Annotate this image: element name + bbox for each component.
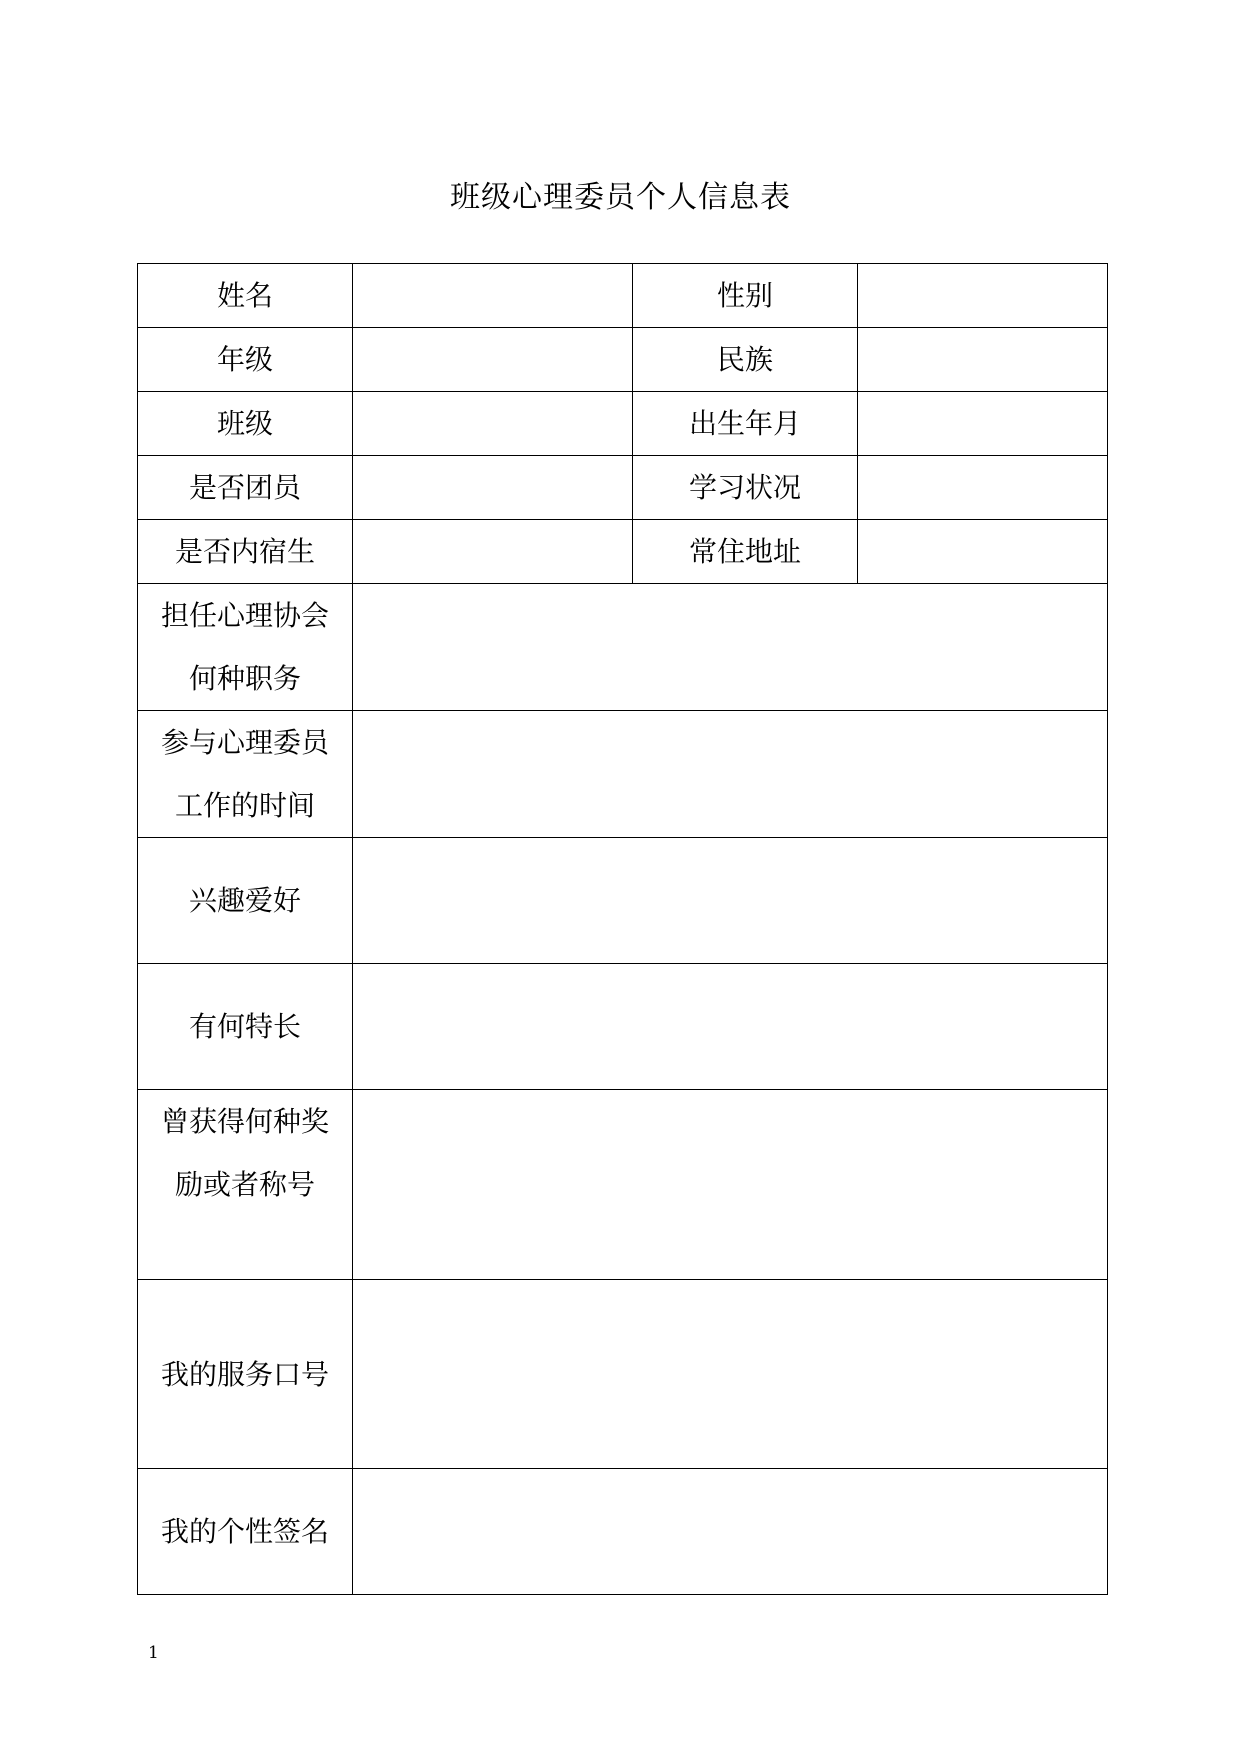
address-label: 常住地址 — [633, 520, 858, 584]
boarding-label: 是否内宿生 — [138, 520, 353, 584]
name-label: 姓名 — [138, 264, 353, 328]
form-row — [138, 711, 1108, 838]
service-slogan-field[interactable] — [353, 1280, 1108, 1469]
form-row — [138, 584, 1108, 711]
grade-field[interactable] — [353, 328, 633, 392]
awards-label-line2: 励或者称号 — [174, 1168, 315, 1201]
association-position-label-line1: 担任心理协会 — [160, 599, 329, 632]
form-row — [138, 964, 1108, 1090]
league-member-field[interactable] — [353, 456, 633, 520]
signature-field[interactable] — [353, 1469, 1108, 1595]
work-time-label — [138, 711, 353, 838]
form-row — [138, 1469, 1108, 1595]
association-position-label-line2: 何种职务 — [188, 662, 301, 695]
ethnicity-field[interactable] — [858, 328, 1108, 392]
league-member-label: 是否团员 — [138, 456, 353, 520]
work-time-field[interactable] — [353, 711, 1108, 838]
birth-date-field[interactable] — [858, 392, 1108, 456]
hobbies-label: 兴趣爱好 — [138, 838, 353, 964]
form-row — [138, 838, 1108, 964]
birth-date-label: 出生年月 — [633, 392, 858, 456]
page-title: 班级心理委员个人信息表 — [450, 180, 791, 215]
class-field[interactable] — [353, 392, 633, 456]
gender-label: 性别 — [633, 264, 858, 328]
boarding-field[interactable] — [353, 520, 633, 584]
form-row — [138, 1090, 1108, 1280]
awards-field[interactable] — [353, 1090, 1108, 1280]
awards-label-line1: 曾获得何种奖 — [160, 1105, 329, 1138]
study-status-field[interactable] — [858, 456, 1108, 520]
study-status-label: 学习状况 — [633, 456, 858, 520]
service-slogan-label: 我的服务口号 — [138, 1280, 353, 1469]
association-position-field[interactable] — [353, 584, 1108, 711]
address-field[interactable] — [858, 520, 1108, 584]
work-time-label-line1: 参与心理委员 — [160, 726, 329, 759]
form-row — [138, 456, 1108, 520]
page-number: 1 — [148, 1643, 159, 1663]
form-row — [138, 328, 1108, 392]
form-row — [138, 1280, 1108, 1469]
ethnicity-label: 民族 — [633, 328, 858, 392]
class-label: 班级 — [138, 392, 353, 456]
signature-label: 我的个性签名 — [138, 1469, 353, 1595]
work-time-label-line2: 工作的时间 — [174, 789, 315, 822]
awards-label — [138, 1090, 353, 1280]
form-row — [138, 392, 1108, 456]
specialties-field[interactable] — [353, 964, 1108, 1090]
grade-label: 年级 — [138, 328, 353, 392]
gender-field[interactable] — [858, 264, 1108, 328]
name-field[interactable] — [353, 264, 633, 328]
association-position-label — [138, 584, 353, 711]
form-row — [138, 520, 1108, 584]
form-row — [138, 264, 1108, 328]
info-form-table — [137, 263, 1108, 1595]
specialties-label: 有何特长 — [138, 964, 353, 1090]
awards-label-spacer — [138, 1216, 352, 1279]
hobbies-field[interactable] — [353, 838, 1108, 964]
